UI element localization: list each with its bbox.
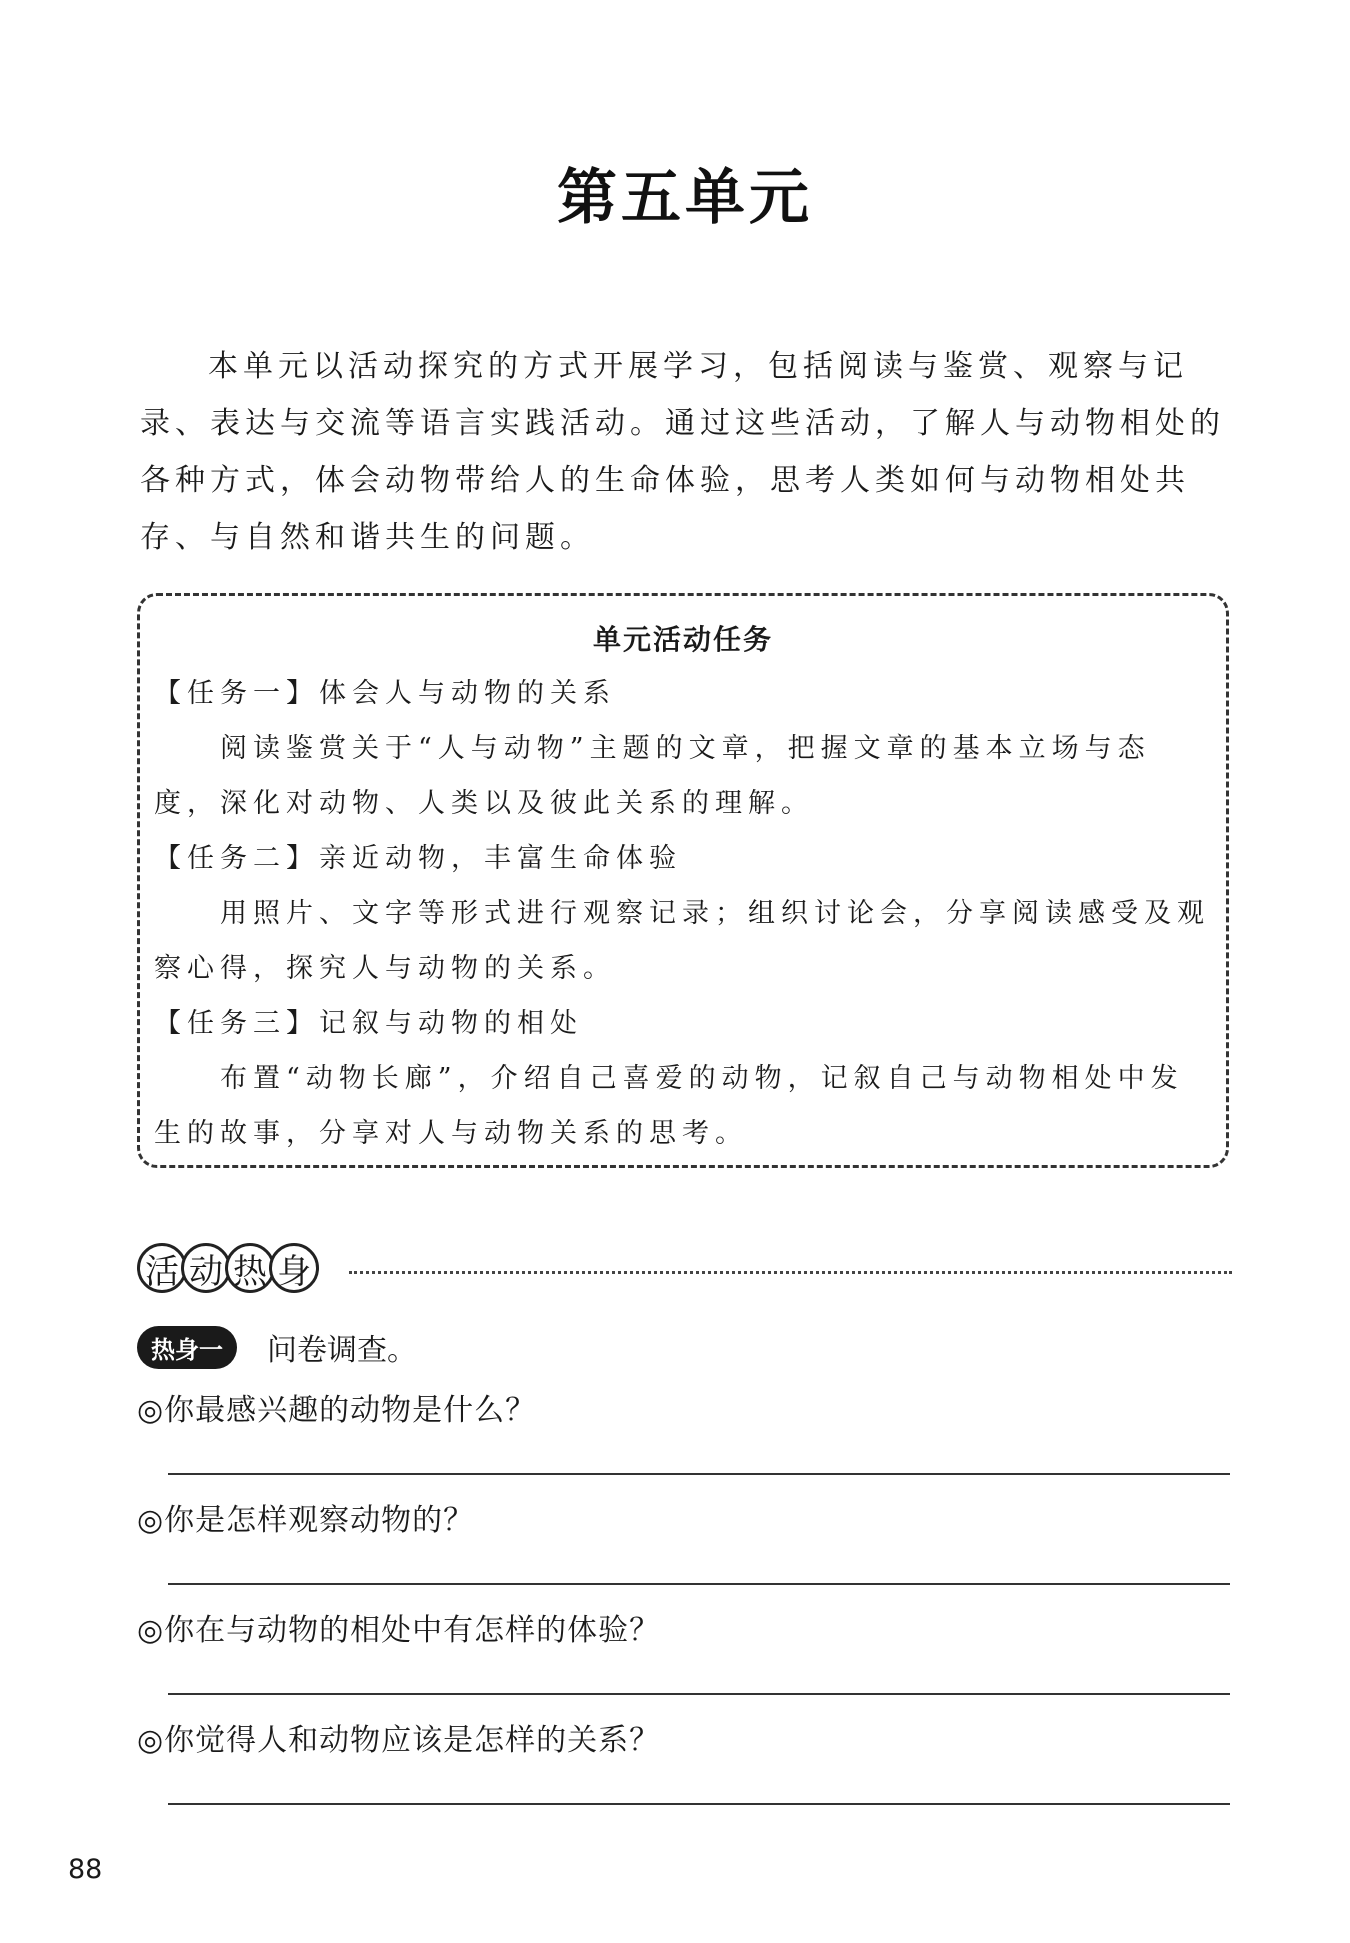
task-description: 布置“动物长廊”，介绍自己喜爱的动物，记叙自己与动物相处中发生的故事，分享对人与动物关系的思考。 — [154, 1063, 1184, 1149]
task-box-title: 单元活动任务 — [592, 623, 773, 656]
unit-title: 第五单元 — [557, 163, 813, 233]
task-item — [154, 666, 1214, 831]
answer-line[interactable] — [168, 1583, 1230, 1585]
warmup-task-label: 热身一 — [137, 1326, 237, 1369]
dotted-divider — [349, 1271, 1232, 1274]
answer-line[interactable] — [168, 1803, 1230, 1805]
warmup-title-char: 热 — [225, 1243, 275, 1293]
warmup-title-char: 活 — [137, 1243, 187, 1293]
task-item — [154, 996, 1214, 1161]
task-description: 阅读鉴赏关于“人与动物”主题的文章，把握文章的基本立场与态度，深化对动物、人类以及彼此关系的理解。 — [154, 733, 1151, 819]
warmup-title-char: 动 — [181, 1243, 231, 1293]
unit-task-box — [137, 593, 1229, 1168]
page-number: 88 — [68, 1854, 103, 1885]
answer-line[interactable] — [168, 1473, 1230, 1475]
task-heading: 【任务一】体会人与动物的关系 — [154, 678, 616, 709]
survey-question: ◎你是怎样观察动物的？ — [137, 1503, 475, 1538]
warmup-title — [137, 1243, 313, 1293]
survey-question: ◎你在与动物的相处中有怎样的体验？ — [137, 1613, 661, 1648]
warmup-task-instruction: 问卷调查。 — [267, 1333, 417, 1368]
warmup-task — [137, 1325, 417, 1369]
task-list — [154, 666, 1214, 1161]
task-description: 用照片、文字等形式进行观察记录；组织讨论会，分享阅读感受及观察心得，探究人与动物的关系。 — [154, 898, 1210, 984]
task-heading: 【任务三】记叙与动物的相处 — [154, 1008, 583, 1039]
survey-question: ◎你最感兴趣的动物是什么？ — [137, 1393, 537, 1428]
unit-intro-text: 本单元以活动探究的方式开展学习，包括阅读与鉴赏、观察与记录、表达与交流等语言实践活动。通过这些活动，了解人与动物相处的各种方式，体会动物带给人的生命体验，思考人类如何与动物相处共存、与自然和谐共生的问题。 — [140, 349, 1225, 555]
unit-intro — [140, 338, 1240, 566]
survey-question: ◎你觉得人和动物应该是怎样的关系？ — [137, 1723, 661, 1758]
warmup-title-char: 身 — [269, 1243, 319, 1293]
answer-line[interactable] — [168, 1693, 1230, 1695]
task-item — [154, 831, 1214, 996]
warmup-section-header — [137, 1243, 1232, 1303]
task-heading: 【任务二】亲近动物，丰富生命体验 — [154, 843, 682, 874]
